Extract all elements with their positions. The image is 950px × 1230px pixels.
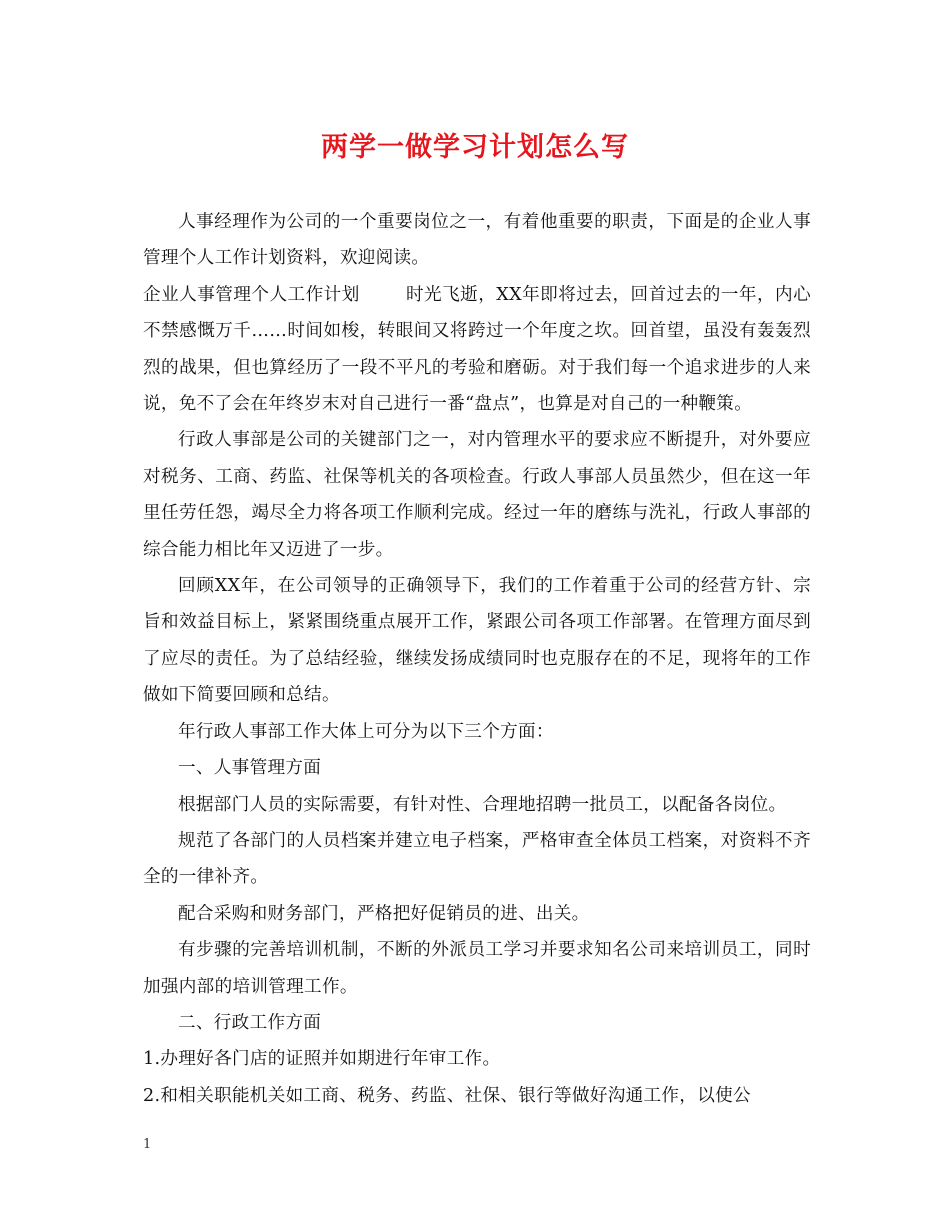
- three-aspects-paragraph: 年行政人事部工作大体上可分为以下三个方面：: [178, 721, 554, 742]
- review-paragraph: 回顾XX年，在公司领导的正确领导下，我们的工作着重于公司的经营方针、宗旨和效益目标上，紧紧围绕重点展开工作，紧跟公司各项工作部署。在管理方面尽到了应尽的责任。为了总结经验，继续发扬成绩同时也克服存在的不足，现将年的工作做如下简要回顾和总结。: [143, 576, 811, 706]
- hr-item-promoters: 配合采购和财务部门，严格把好促销员的进、出关。: [178, 903, 590, 924]
- intro-paragraph: 人事经理作为公司的一个重要岗位之一，有着他重要的职责，下面是的企业人事管理个人工作计划资料，欢迎阅读。: [143, 212, 811, 269]
- document-body: [143, 204, 811, 1114]
- admin-item-2: 2.和相关职能机关如工商、税务、药监、社保、银行等做好沟通工作，以使公: [143, 1085, 751, 1106]
- admin-dept-paragraph: 行政人事部是公司的关键部门之一，对内管理水平的要求应不断提升，对外要应对税务、工商、药监、社保等机关的各项检查。行政人事部人员虽然少，但在这一年里任劳任怨，竭尽全力将各项工作顺利完成。经过一年的磨练与洗礼，行政人事部的综合能力相比年又迈进了一步。: [143, 430, 811, 560]
- hr-item-archives: 规范了各部门的人员档案并建立电子档案，严格审查全体员工档案，对资料不齐全的一律补齐。: [143, 830, 811, 888]
- plan-text: 时光飞逝，XX年即将过去，回首过去的一年，内心不禁感慨万千……时间如梭，转眼间又将跨过一个年度之坎。回首望，虽没有轰轰烈烈的战果，但也算经历了一段不平凡的考验和磨砺。对于我们每一个追求进步的人来说，免不了会在年终岁末对自己进行一番“盘点”，也算是对自己的一种鞭策。: [143, 284, 811, 415]
- admin-item-1: 1.办理好各门店的证照并如期进行年审工作。: [143, 1049, 501, 1070]
- section-heading-admin: 二、行政工作方面: [178, 1012, 322, 1033]
- hr-item-recruit: 根据部门人员的实际需要，有针对性、合理地招聘一批员工，以配备各岗位。: [178, 794, 787, 815]
- plan-paragraph: [143, 277, 811, 423]
- section-heading-hr: 一、人事管理方面: [178, 758, 322, 779]
- page-number: 1: [143, 1137, 152, 1152]
- hr-item-training: 有步骤的完善培训机制，不断的外派员工学习并要求知名公司来培训员工，同时加强内部的培训管理工作。: [143, 940, 811, 997]
- document-title: 两学一做学习计划怎么写: [321, 132, 629, 163]
- plan-heading: 企业人事管理个人工作计划: [143, 284, 360, 305]
